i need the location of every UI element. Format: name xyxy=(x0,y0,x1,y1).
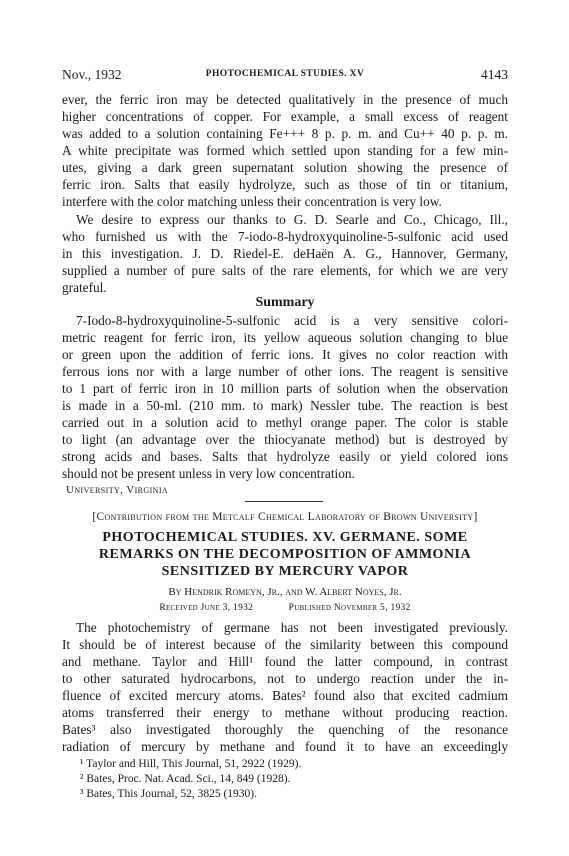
dates-line xyxy=(62,603,508,613)
received-date: Received June 3, 1932 xyxy=(159,603,254,613)
text-line: ferric iron. Salts that easily hydrolyze, such as those of tin or titanium, xyxy=(62,177,508,192)
section-divider xyxy=(245,501,323,502)
text-line: ferrous ions nor with a large number of other ions. The reagent is sensitive xyxy=(62,364,508,379)
text-line: in this investigation. J. D. Riedel-E. deHaën A. G., Hannover, Germany, xyxy=(62,246,508,261)
affiliation: University, Virginia xyxy=(66,484,169,496)
summary-heading: Summary xyxy=(255,295,315,310)
text-line: should not be present unless in very low concentration. xyxy=(62,466,355,481)
published-date: Published November 5, 1932 xyxy=(288,603,411,613)
text-line: carried out in a solution acid to methyl orange paper. The color is stable xyxy=(62,415,508,430)
header-date: Nov., 1932 xyxy=(62,67,122,82)
text-line: radiation of mercury by methane and found it to have an exceedingly xyxy=(62,739,508,754)
article-title-line: SENSITIZED BY MERCURY VAPOR xyxy=(161,564,409,579)
article-title-line: REMARKS ON THE DECOMPOSITION OF AMMONIA xyxy=(98,547,472,562)
footnote: ³ Bates, This Journal, 52, 3825 (1930). xyxy=(80,788,257,800)
text-line: supplied a number of pure salts of the rare elements, for which we are very xyxy=(62,263,508,278)
page-number: 4143 xyxy=(481,67,508,82)
text-line: ever, the ferric iron may be detected qualitatively in the presence of much xyxy=(62,92,508,107)
footnote: ¹ Taylor and Hill, This Journal, 51, 2922 (1929). xyxy=(80,758,302,770)
text-line: We desire to express our thanks to G. D. Searle and Co., Chicago, Ill., xyxy=(76,212,508,227)
text-line: strong acids and bases. Salts that hydrolyze easily or yield colored ions xyxy=(62,449,508,464)
article-title-line: PHOTOCHEMICAL STUDIES. XV. GERMANE. SOME xyxy=(102,530,468,545)
footnote: ² Bates, Proc. Nat. Acad. Sci., 14, 849 (1928). xyxy=(80,773,291,785)
text-line: 7-Iodo-8-hydroxyquinoline-5-sulfonic acid is a very sensitive colori- xyxy=(76,313,508,328)
page-header xyxy=(62,67,508,85)
text-line: utes, giving a dark green supernatant solution showing the presence of xyxy=(62,160,508,175)
text-line: The photochemistry of germane has not been investigated previously. xyxy=(76,620,508,635)
text-line: to light (an advantage over the thiocyanate method) but is destroyed by xyxy=(62,432,508,447)
text-line: fluence of excited mercury atoms. Bates² found also that excited cadmium xyxy=(62,688,508,703)
text-line: who furnished us with the 7-iodo-8-hydroxyquinoline-5-sulfonic acid used xyxy=(62,229,508,244)
text-line: A white precipitate was formed which settled upon standing for a few min- xyxy=(62,143,508,158)
text-line: is made in a 50-ml. (210 mm. to mark) Nessler tube. The reaction is best xyxy=(62,398,508,413)
text-line: metric reagent for ferric iron, its yellow aqueous solution changing to blue xyxy=(62,330,508,345)
text-line: to other saturated hydrocarbons, not to undergo reaction under the in- xyxy=(62,671,508,686)
text-line: interfere with the color matching unless their concentration is very low. xyxy=(62,194,442,209)
contribution-note: [Contribution from the Metcalf Chemical Laboratory of Brown University] xyxy=(92,511,478,523)
text-line: atoms transferred their energy to methane without producing reaction. xyxy=(62,705,508,720)
text-line: higher concentrations of copper. For example, a small excess of reagent xyxy=(62,109,508,124)
running-title: PHOTOCHEMICAL STUDIES. XV xyxy=(205,69,365,79)
text-line: It should be of interest because of the similarity between this compound xyxy=(62,637,508,652)
text-line: Bates³ also investigated thoroughly the quenching of the resonance xyxy=(62,722,508,737)
text-line: to 1 part of ferric iron in 10 million parts of solution when the observation xyxy=(62,381,508,396)
text-line: grateful. xyxy=(62,280,107,295)
byline: By Hendrik Romeyn, Jr., and W. Albert Noyes, Jr. xyxy=(168,586,402,598)
text-line: or green upon the addition of ferric ions. It gives no color reaction with xyxy=(62,347,508,362)
text-line: and methane. Taylor and Hill¹ found the latter compound, in contrast xyxy=(62,654,508,669)
text-line: was added to a solution containing Fe+++ 8 p. p. m. and Cu++ 40 p. p. m. xyxy=(62,126,508,141)
